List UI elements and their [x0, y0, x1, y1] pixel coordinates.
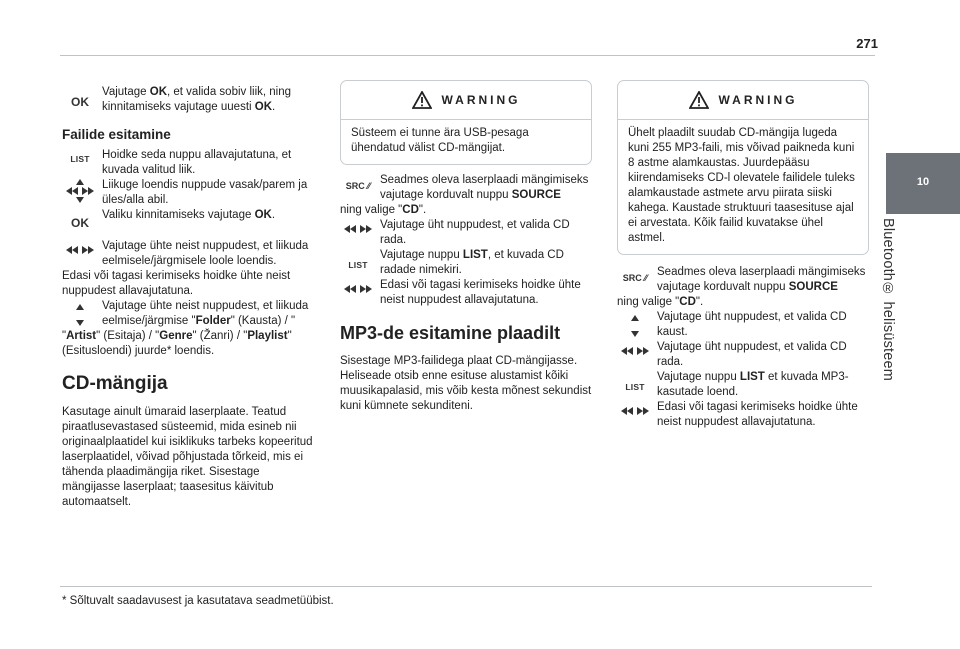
- playlist-bold: Playlist: [247, 330, 288, 342]
- warning-title: WARNING: [441, 92, 521, 107]
- src-text-continued: [340, 203, 596, 218]
- warning-header-2: [618, 81, 868, 119]
- warning-triangle-icon: [689, 91, 709, 109]
- src-text-continued-2: [617, 295, 873, 310]
- chapter-title: Bluetooth® helisüsteem: [880, 218, 896, 382]
- warning-text-2: Ühelt plaadilt suudab CD-mängija lugeda kuni 255 MP3-faili, mis võivad paikneda kuni 8 astme alamkaustas. Juurdepääsu kiirendamiseks CD-l olevatele failidele tuleks alamkaustade astmete arvu piirata siiski kahega. Kaustade struktuuri taasesituse ajal ei arvestata. Kõik failid kuvatakse ühel astmel.: [628, 127, 855, 244]
- cd-player-title: CD-mängija: [62, 373, 168, 394]
- list-track-instruction: [340, 248, 596, 278]
- src-label-2: SRC: [622, 273, 642, 283]
- source-bold: SOURCE: [511, 189, 561, 201]
- cd-player-paragraph: Kasutage ainult ümaraid laserplaate. Teatud piraatlusevastased süsteemid, mida esineb nii originaalplaatidel kui isiklikuks tarbeks kopeeritud laserplaatidel, võivad põhjustada tõrkeid, mis ei tähenda plaadimängija riket. Sisestage mängijasse laserplaat; taasesitus käivitub automaatselt.: [62, 406, 313, 508]
- ok-instruction: [62, 85, 314, 115]
- ok-confirm-bold: OK: [254, 209, 272, 221]
- ud-text-a: Vajutage ühte neist nuppudest, et liikuda eelmise/järgmise ": [102, 300, 309, 327]
- list-button-icon: LIST: [348, 260, 368, 270]
- ok-text: Vajutage: [102, 86, 150, 98]
- footer-divider: [60, 586, 872, 587]
- ud-text-first: [98, 299, 314, 329]
- list-mp3-text: Vajutage nuppu: [657, 371, 740, 383]
- src-label: SRC: [345, 181, 365, 191]
- left-right-arrows-icon: [620, 406, 650, 416]
- src-text-e-2: ".: [695, 296, 704, 308]
- ok-bold-2: OK: [254, 101, 273, 113]
- source-instruction-2: [617, 265, 873, 295]
- artist-bold: Artist: [66, 330, 97, 342]
- list-track-text: Vajutage nuppu: [380, 249, 463, 261]
- header-divider: [60, 55, 875, 56]
- four-arrows-icon: [65, 178, 95, 204]
- column-2: [340, 80, 596, 414]
- up-down-arrows-icon: [75, 303, 85, 327]
- left-right-arrows-icon: [620, 346, 650, 356]
- column-1: [62, 85, 314, 510]
- ok-bold: OK: [149, 86, 167, 98]
- cd-bold-2: CD: [679, 296, 696, 308]
- lr-track-text-2: Vajutage üht nuppudest, et valida CD rada.: [657, 341, 847, 368]
- arrows-instruction: [62, 178, 314, 208]
- arrows-text: Liikuge loendis nuppude vasak/parem ja üles/alla abil.: [102, 179, 308, 206]
- source-bold-2: SOURCE: [788, 281, 838, 293]
- chapter-tab: [886, 153, 960, 214]
- ud-instruction: [62, 299, 314, 329]
- src-text-c-2: ning valige ": [617, 296, 680, 308]
- list-mp3-text-2: et kuvada MP3-kasutade loend.: [657, 371, 849, 398]
- source-instruction: [340, 173, 596, 203]
- chapter-number: 10: [916, 176, 930, 188]
- mp3-paragraph: Sisestage MP3-failidega plaat CD-mängijasse. Heliseade otsib enne esituse alustamist kõiki muusikapalasid, mis võib kesta mõnest sekundist kuni kümnete sekunditeni.: [340, 355, 592, 412]
- lr-instruction: [62, 239, 314, 269]
- warning-box-mp3: [617, 80, 869, 255]
- warning-title-2: WARNING: [718, 92, 798, 107]
- column-3: [617, 80, 873, 430]
- left-right-arrows-icon: [65, 245, 95, 255]
- src-button-icon: SRC ⁄⁄: [345, 181, 371, 191]
- list-instruction: [62, 148, 314, 178]
- lr-scroll-text: Edasi või tagasi kerimiseks hoidke ühte neist nuppudest allavajutatuna.: [380, 279, 581, 306]
- ok-confirm-end: .: [271, 209, 276, 221]
- up-down-arrows-icon: [630, 314, 640, 338]
- page-number: 271: [856, 36, 878, 51]
- ud-text-c: " (Esitaja) / ": [96, 330, 160, 342]
- cd-bold: CD: [402, 204, 419, 216]
- warning-header: [341, 81, 591, 119]
- list-bold: LIST: [462, 249, 488, 261]
- list-button-icon: LIST: [625, 382, 645, 392]
- list-track-text-2: , et kuvada CD radade nimekiri.: [380, 249, 564, 276]
- list-mp3-instruction: [617, 370, 873, 400]
- genre-bold: Genre: [159, 330, 193, 342]
- list-button-icon: LIST: [70, 154, 90, 164]
- ok-button-icon-2: OK: [71, 216, 89, 230]
- warning-box-usb: [340, 80, 592, 165]
- lr-track-instruction: [340, 218, 596, 248]
- ud-text-continued: "Artist" (Esitaja) / "Genre" (Žanri) / "Playlist" (Esitusloendi) juurde* loendis.: [62, 330, 292, 357]
- footnote: * Sõltuvalt saadavusest ja kasutatava seadmetüübist.: [62, 595, 334, 607]
- src-text-c: ning valige ": [340, 204, 403, 216]
- left-right-arrows-icon: [343, 224, 373, 234]
- ok-confirm: [62, 208, 314, 231]
- chapter-title-vertical: [880, 218, 910, 538]
- left-right-arrows-icon: [343, 284, 373, 294]
- lr-scroll-instruction-2: [617, 400, 873, 430]
- ok-text-2: , et valida sobiv liik, ning kinnitamiseks vajutage uuesti: [102, 86, 292, 113]
- scroll-paragraph: Edasi või tagasi kerimiseks hoidke ühte neist nuppudest allavajutatuna.: [62, 270, 291, 297]
- lr-scroll-text-2: Edasi või tagasi kerimiseks hoidke ühte neist nuppudest allavajutatuna.: [657, 401, 858, 428]
- section-title-files: Failide esitamine: [62, 127, 171, 142]
- lr-scroll-instruction: [340, 278, 596, 308]
- mp3-title: MP3-de esitamine plaadilt: [340, 323, 561, 343]
- src-button-icon: SRC ⁄⁄: [622, 273, 648, 283]
- ok-text-3: .: [272, 101, 276, 113]
- src-text: Seadmes oleva laserplaadi mängimiseks vajutage korduvalt nuppu: [380, 174, 589, 201]
- ud-folder-instruction: [617, 310, 873, 340]
- lr-track-text: Vajutage üht nuppudest, et valida CD rada.: [380, 219, 570, 246]
- lr-track-instruction-2: [617, 340, 873, 370]
- list-text: Hoidke seda nuppu allavajutatuna, et kuvada valitud liik.: [102, 149, 292, 176]
- ud-text-b: " (Kausta) / ": [230, 315, 296, 327]
- ud-folder-text: Vajutage üht nuppudest, et valida CD kaust.: [657, 311, 847, 338]
- warning-triangle-icon: [412, 91, 432, 109]
- warning-text: Süsteem ei tunne ära USB-pesaga ühendatud välist CD-mängijat.: [351, 127, 529, 154]
- src-text-e: ".: [418, 204, 427, 216]
- ud-text-e: " (Esitusloendi) juurde* loendis.: [62, 330, 292, 357]
- ok-confirm-text: Valiku kinnitamiseks vajutage: [102, 209, 255, 221]
- folder-bold: Folder: [195, 315, 231, 327]
- list-bold-2: LIST: [739, 371, 765, 383]
- src-text-2: Seadmes oleva laserplaadi mängimiseks vajutage korduvalt nuppu: [657, 266, 866, 293]
- lr-text: Vajutage ühte neist nuppudest, et liikuda eelmisele/järgmisele loole loendis.: [102, 240, 309, 267]
- ok-button-icon: OK: [71, 95, 89, 109]
- ud-text-d: " (Žanri) / ": [192, 330, 248, 342]
